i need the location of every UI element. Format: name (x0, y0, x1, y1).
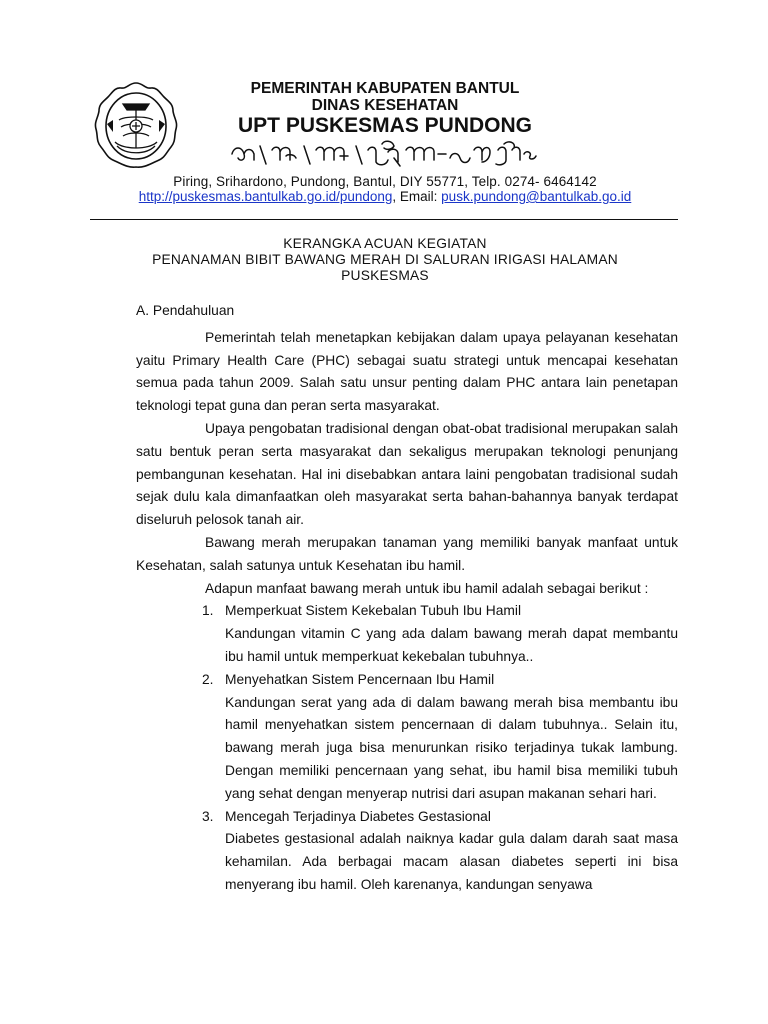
list-item-number: 2. (202, 671, 214, 687)
body-paragraph: Bawang merah merupakan tanaman yang memiliki banyak manfaat untuk Kesehatan, salah satunya untuk Kesehatan ibu hamil. (136, 534, 678, 573)
unit-name: UPT PUSKESMAS PUNDONG (237, 114, 533, 137)
document-body (136, 300, 678, 897)
body-paragraph: Adapun manfaat bawang merah untuk ibu hamil adalah sebagai berikut : (205, 580, 649, 596)
list-item-title: Memperkuat Sistem Kekebalan Tubuh Ibu Hamil (225, 603, 522, 619)
document-subtitle-line1: PENANAMAN BIBIT BAWANG MERAH DI SALURAN IRIGASI HALAMAN (152, 252, 618, 267)
section-heading: A. Pendahuluan (136, 303, 235, 318)
government-name: PEMERINTAH KABUPATEN BANTUL (250, 80, 520, 97)
list-item-description: Diabetes gestasional adalah naiknya kadar gula dalam darah saat masa kehamilan. Ada berbagai macam alasan diabetes seperti ini bisa menyerang ibu hamil. Oleh karenanya, kandungan senyawa (225, 831, 678, 892)
contact-line (100, 189, 670, 204)
list-item (136, 669, 678, 806)
document-subtitle-line2: PUSKESMAS (341, 268, 429, 283)
address-line: Piring, Srihardono, Pundong, Bantul, DIY 55771, Telp. 0274- 6464142 (173, 174, 597, 189)
email-label: , Email: (392, 189, 442, 204)
list-item-title: Mencegah Terjadinya Diabetes Gestasional (225, 808, 491, 824)
list-item (136, 600, 678, 668)
email-link[interactable]: pusk.pundong@bantulkab.go.id (441, 189, 632, 204)
list-item-number: 3. (202, 808, 214, 824)
regency-seal-icon (93, 80, 179, 170)
javanese-script-line (228, 140, 540, 170)
list-item-description: Kandungan serat yang ada di dalam bawang merah bisa membantu ibu hamil menyehatkan sistem pencernaan di dalam tubuhnya.. Selain itu, bawang merah juga bisa menurunkan risiko terjadinya tukak lambung. Dengan memiliki pencernaan yang sehat, ibu hamil bisa memiliki tubuh yang sehat dengan menyerap nutrisi dari asupan makanan sehari hari. (225, 694, 678, 801)
list-item-description: Kandungan vitamin C yang ada dalam bawang merah dapat membantu ibu hamil untuk memperkuat kekebalan tubuhnya.. (225, 626, 678, 664)
website-link[interactable]: http://puskesmas.bantulkab.go.id/pundong (138, 189, 393, 204)
list-item (136, 806, 678, 897)
body-paragraph: Pemerintah telah menetapkan kebijakan dalam upaya pelayanan kesehatan yaitu Primary Health Care (PHC) sebagai suatu strategi untuk mencapai kesehatan semua pada tahun 2009. Salah satu unsur penting dalam PHC antara lain penetapan teknologi tepat guna dan peran serta masyarakat. (136, 329, 678, 414)
department-name: DINAS KESEHATAN (311, 97, 459, 114)
list-item-number: 1. (202, 603, 214, 619)
benefit-list (136, 600, 678, 896)
document-title: KERANGKA ACUAN KEGIATAN (283, 236, 487, 251)
letterhead-divider (90, 219, 678, 220)
list-item-title: Menyehatkan Sistem Pencernaan Ibu Hamil (225, 671, 495, 687)
body-paragraph: Upaya pengobatan tradisional dengan obat-obat tradisional merupakan salah satu bentuk peran serta masyarakat dan sekaligus merupakan teknologi penunjang pembangunan kesehatan. Hal ini disebabkan antara laini pengobatan tradisional sudah sejak dulu kala dimanfaatkan oleh masyarakat serta bahan-bahannya banyak terdapat diseluruh pelosok tanah air. (136, 420, 678, 528)
